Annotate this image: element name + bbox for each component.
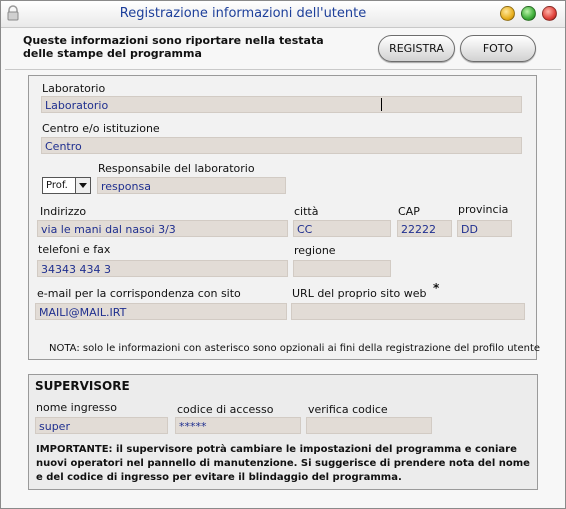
laboratorio-label: Laboratorio: [42, 82, 106, 95]
text-cursor: [381, 98, 382, 111]
chevron-down-icon: [75, 178, 90, 193]
indirizzo-field[interactable]: via le mani dal nasoi 3/3: [37, 220, 288, 237]
regione-field[interactable]: [293, 260, 391, 277]
cap-label: CAP: [398, 205, 420, 218]
telefoni-label: telefoni e fax: [38, 243, 111, 256]
nome-field[interactable]: super: [35, 417, 168, 434]
responsabile-field[interactable]: responsa: [97, 177, 286, 194]
regione-label: regione: [294, 244, 336, 257]
verifica-field[interactable]: [306, 417, 432, 434]
provincia-field[interactable]: DD: [457, 220, 512, 237]
important-line-2: nuovi operatori nel pannello di manutenzione. Si suggerisce di prendere nota del nome: [36, 458, 530, 469]
window-title: Registrazione informazioni dell'utente: [119, 6, 367, 21]
supervisor-heading: SUPERVISORE: [35, 379, 130, 393]
important-line-1: IMPORTANTE: il supervisore potrà cambiare le impostazioni del programma e coniare: [36, 444, 517, 455]
codice-field[interactable]: *****: [175, 417, 301, 434]
telefoni-field[interactable]: 34343 434 3: [37, 260, 288, 277]
intro-line-2: delle stampe del programma: [23, 47, 202, 60]
laboratorio-field[interactable]: Laboratorio: [41, 96, 522, 113]
registra-button[interactable]: REGISTRA: [378, 35, 455, 62]
zoom-button[interactable]: [521, 6, 536, 21]
citta-label: città: [294, 205, 319, 218]
url-label: URL del proprio sito web: [292, 287, 427, 300]
cap-field[interactable]: 22222: [397, 220, 452, 237]
citta-field[interactable]: CC: [293, 220, 391, 237]
centro-field[interactable]: Centro: [41, 137, 522, 154]
title-select[interactable]: [42, 177, 91, 194]
minimize-button[interactable]: [500, 6, 515, 21]
provincia-label: provincia: [458, 203, 509, 216]
url-field[interactable]: [291, 303, 525, 320]
title-bar[interactable]: [1, 1, 565, 28]
separator: [5, 69, 561, 70]
centro-label: Centro e/o istituzione: [42, 122, 160, 135]
close-button[interactable]: [542, 6, 557, 21]
important-line-3: e del codice di ingresso per evitare il blindaggio del programma.: [36, 472, 402, 483]
codice-label: codice di accesso: [177, 403, 274, 416]
intro-line-1: Queste informazioni sono riportare nella testata: [23, 34, 324, 47]
email-label: e-mail per la corrispondenza con sito: [37, 287, 241, 300]
indirizzo-label: Indirizzo: [40, 205, 87, 218]
foto-button[interactable]: FOTO: [460, 35, 536, 62]
verifica-label: verifica codice: [308, 403, 388, 416]
email-field[interactable]: MAILI@MAIL.IRT: [35, 303, 287, 320]
optional-asterisk: *: [433, 281, 440, 295]
title-select-value: Prof.: [46, 180, 68, 191]
nota-text: NOTA: solo le informazioni con asterisco sono opzionali ai fini della registrazione del profilo utente: [49, 343, 541, 354]
nome-label: nome ingresso: [36, 401, 117, 414]
responsabile-label: Responsabile del laboratorio: [98, 162, 255, 175]
